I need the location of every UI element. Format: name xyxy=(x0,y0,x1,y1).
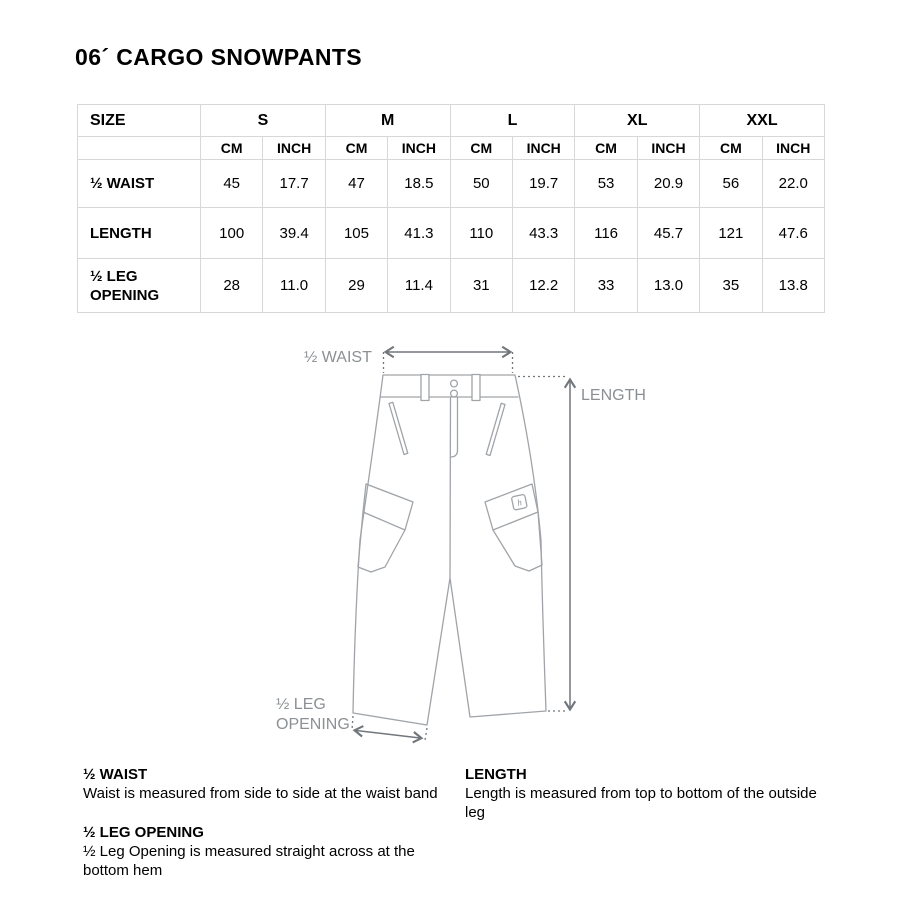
table-cell: 100 xyxy=(201,208,263,259)
size-table xyxy=(77,104,825,313)
unit-header-cm: CM xyxy=(575,137,637,160)
table-cell: 116 xyxy=(575,208,637,259)
table-cell: 12.2 xyxy=(512,259,574,313)
page-title: 06´ CARGO SNOWPANTS xyxy=(75,44,363,70)
table-row-half-waist xyxy=(78,160,825,208)
table-cell: 39.4 xyxy=(263,208,325,259)
description-length xyxy=(465,765,835,822)
belt-loop-right xyxy=(472,375,480,401)
description-text: Waist is measured from side to side at the waist band xyxy=(83,785,438,802)
waist-button-bottom xyxy=(451,390,458,397)
table-cell: 20.9 xyxy=(637,160,699,208)
table-cell: 31 xyxy=(450,259,512,313)
size-group-m: M xyxy=(325,105,450,137)
hand-pocket-right xyxy=(486,403,505,455)
table-cell: 33 xyxy=(575,259,637,313)
table-cell: 50 xyxy=(450,160,512,208)
leg-opening-label-line2: OPENING xyxy=(276,716,350,733)
table-cell: 13.8 xyxy=(762,259,824,313)
size-group-xl: XL xyxy=(575,105,700,137)
table-cell: 11.4 xyxy=(388,259,450,313)
unit-header-inch: INCH xyxy=(263,137,325,160)
description-text: Length is measured from top to bottom of the outside leg xyxy=(465,785,817,821)
unit-header-inch: INCH xyxy=(388,137,450,160)
waist-measure-label: ½ WAIST xyxy=(304,349,372,366)
cargo-pocket-left-flap xyxy=(363,484,413,530)
leg-opening-measure-label xyxy=(276,695,350,735)
cargo-pocket-right-flap xyxy=(485,484,538,530)
leg-opening-arrow xyxy=(356,731,420,739)
row-label-half-waist: ½ WAIST xyxy=(78,160,201,208)
table-cell: 121 xyxy=(700,208,762,259)
empty-cell xyxy=(78,137,201,160)
table-row-leg-opening xyxy=(78,259,825,313)
table-cell: 43.3 xyxy=(512,208,574,259)
waist-button-top xyxy=(451,380,458,387)
belt-loop-left xyxy=(421,375,429,401)
unit-header-cm: CM xyxy=(450,137,512,160)
leg-opening-extension-right xyxy=(425,728,427,740)
table-size-header-row xyxy=(78,105,825,137)
table-cell: 41.3 xyxy=(388,208,450,259)
table-cell: 110 xyxy=(450,208,512,259)
hand-pocket-left xyxy=(389,402,408,454)
brand-logo-patch xyxy=(511,494,527,510)
table-cell: 18.5 xyxy=(388,160,450,208)
unit-header-inch: INCH xyxy=(637,137,699,160)
table-cell: 105 xyxy=(325,208,387,259)
cargo-pocket-left-body xyxy=(358,512,405,572)
measurement-descriptions xyxy=(83,765,835,900)
table-cell: 29 xyxy=(325,259,387,313)
leg-opening-extension-left xyxy=(352,716,353,730)
table-cell: 13.0 xyxy=(637,259,699,313)
description-title: LENGTH xyxy=(465,766,527,783)
table-unit-header-row xyxy=(78,137,825,160)
size-group-s: S xyxy=(201,105,326,137)
table-cell: 11.0 xyxy=(263,259,325,313)
description-leg-opening xyxy=(83,823,465,880)
table-cell: 45.7 xyxy=(637,208,699,259)
table-cell: 53 xyxy=(575,160,637,208)
table-cell: 19.7 xyxy=(512,160,574,208)
size-header: SIZE xyxy=(78,105,201,137)
table-cell: 47.6 xyxy=(762,208,824,259)
description-half-waist xyxy=(83,765,465,803)
fly-seam xyxy=(451,397,458,457)
descriptions-right-column xyxy=(465,765,835,900)
unit-header-inch: INCH xyxy=(762,137,824,160)
row-label-length: LENGTH xyxy=(78,208,201,259)
unit-header-cm: CM xyxy=(325,137,387,160)
unit-header-cm: CM xyxy=(201,137,263,160)
table-cell: 28 xyxy=(201,259,263,313)
unit-header-cm: CM xyxy=(700,137,762,160)
leg-opening-label-line1: ½ LEG xyxy=(276,696,326,713)
table-cell: 22.0 xyxy=(762,160,824,208)
table-cell: 47 xyxy=(325,160,387,208)
length-measure-label: LENGTH xyxy=(581,387,646,404)
table-cell: 35 xyxy=(700,259,762,313)
size-group-xxl: XXL xyxy=(700,105,825,137)
description-text: ½ Leg Opening is measured straight across at the bottom hem xyxy=(83,843,415,879)
size-group-l: L xyxy=(450,105,575,137)
logo-letter: h xyxy=(516,497,523,508)
row-label-leg-opening: ½ LEG OPENING xyxy=(78,259,201,313)
description-title: ½ WAIST xyxy=(83,766,148,783)
description-title: ½ LEG OPENING xyxy=(83,824,204,841)
table-cell: 45 xyxy=(201,160,263,208)
descriptions-left-column xyxy=(83,765,465,900)
table-cell: 17.7 xyxy=(263,160,325,208)
table-row-length xyxy=(78,208,825,259)
unit-header-inch: INCH xyxy=(512,137,574,160)
table-cell: 56 xyxy=(700,160,762,208)
center-front-seam xyxy=(450,397,451,578)
